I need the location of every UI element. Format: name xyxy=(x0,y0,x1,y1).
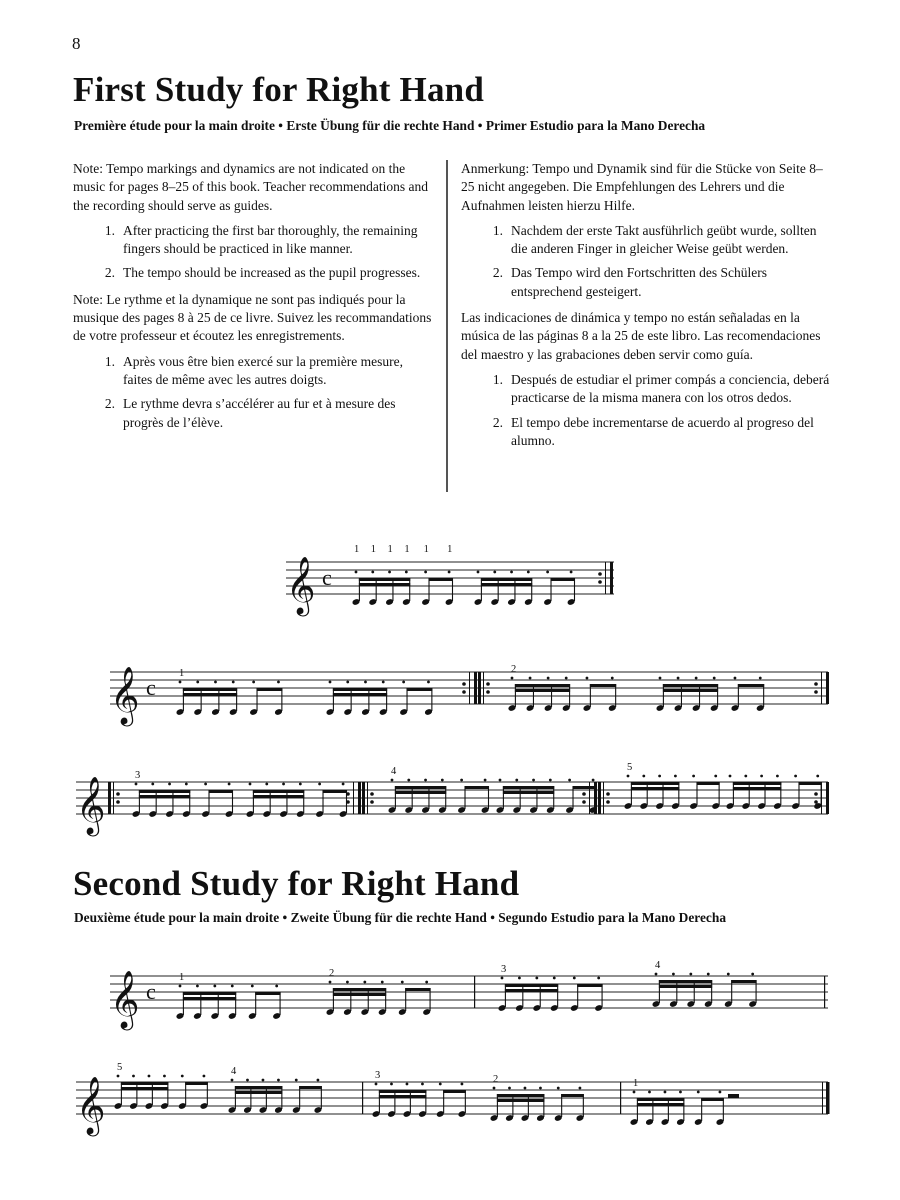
beam xyxy=(497,1094,544,1097)
staccato-dot xyxy=(672,973,675,976)
beam xyxy=(183,693,237,696)
staccato-dot xyxy=(371,571,374,574)
staccato-dot xyxy=(659,677,662,680)
staccato-dot xyxy=(196,681,199,684)
staccato-dot xyxy=(695,677,698,680)
section1-title: First Study for Right Hand xyxy=(73,70,484,109)
staccato-dot xyxy=(477,571,480,574)
staccato-dot xyxy=(148,1075,151,1078)
staccato-dot xyxy=(633,1091,636,1094)
staccato-dot xyxy=(203,1075,206,1078)
barline xyxy=(358,782,361,814)
beam xyxy=(663,689,718,692)
staccato-dot xyxy=(179,985,182,988)
beam xyxy=(333,688,387,691)
repeat-dot xyxy=(370,792,374,796)
staccato-dot xyxy=(524,1087,527,1090)
beam xyxy=(139,790,190,793)
beam xyxy=(515,689,570,692)
fingering-number: 4 xyxy=(655,960,661,971)
staccato-dot xyxy=(597,977,600,980)
staccato-dot xyxy=(407,779,410,782)
fingering-number: 1 xyxy=(179,972,185,983)
staccato-dot xyxy=(529,677,532,680)
staccato-dot xyxy=(317,1079,320,1082)
beam xyxy=(333,988,386,991)
staccato-dot xyxy=(402,681,405,684)
column-divider xyxy=(446,160,448,492)
staccato-dot xyxy=(592,779,595,782)
beam xyxy=(590,684,616,687)
treble-clef-icon: 𝄞 xyxy=(76,1076,106,1134)
staccato-dot xyxy=(355,571,358,574)
staccato-dot xyxy=(664,1091,667,1094)
barline xyxy=(822,1082,823,1114)
staccato-dot xyxy=(744,775,747,778)
beam xyxy=(333,993,386,996)
treble-clef-icon: 𝄞 xyxy=(110,666,140,724)
staccato-dot xyxy=(262,1079,265,1082)
beam xyxy=(185,1082,208,1085)
staccato-dot xyxy=(719,1091,722,1094)
staccato-dot xyxy=(510,571,513,574)
staccato-dot xyxy=(231,985,234,988)
beam xyxy=(561,1094,584,1097)
list-item: 1. Nachdem der erste Takt ausführlich geübt wurde, sollten die anderen Finger in gleicher Weise geübt werden. xyxy=(492,222,817,257)
spanish-list xyxy=(461,371,831,450)
beam xyxy=(505,984,558,987)
staccato-dot xyxy=(346,681,349,684)
english-note: Note: Tempo markings and dynamics are not indicated on the music for pages 8–25 of this book. Teacher recommendations and the recording should serve as guides. xyxy=(73,161,428,213)
beam xyxy=(333,693,387,696)
staccato-dot xyxy=(196,985,199,988)
staccato-dot xyxy=(342,783,345,786)
beam xyxy=(503,786,554,789)
time-signature: c xyxy=(146,979,156,1004)
staccato-dot xyxy=(295,1079,298,1082)
beam xyxy=(631,782,679,785)
beam xyxy=(515,684,570,687)
german-spanish-column xyxy=(461,160,831,458)
staccato-dot xyxy=(424,779,427,782)
staccato-dot xyxy=(381,981,384,984)
time-signature: c xyxy=(322,565,332,590)
beam xyxy=(323,790,347,793)
staccato-dot xyxy=(493,1087,496,1090)
repeat-dot xyxy=(598,572,602,576)
beam xyxy=(395,791,446,794)
repeat-dot xyxy=(486,682,490,686)
beam xyxy=(359,578,410,581)
beam xyxy=(121,1082,168,1085)
beam xyxy=(465,786,489,789)
repeat-dot xyxy=(582,792,586,796)
fingering-number: 1 xyxy=(633,1078,639,1089)
staccato-dot xyxy=(168,783,171,786)
staccato-dot xyxy=(729,775,732,778)
half-rest xyxy=(728,1094,739,1098)
staccato-dot xyxy=(515,779,518,782)
repeat-dot xyxy=(598,580,602,584)
staccato-dot xyxy=(213,985,216,988)
fingering-number: 2 xyxy=(329,968,335,979)
staccato-dot xyxy=(406,1083,409,1086)
fingering-number: 3 xyxy=(375,1070,381,1081)
staccato-dot xyxy=(816,775,819,778)
music-staff-example xyxy=(280,536,620,616)
staccato-dot xyxy=(401,981,404,984)
staccato-dot xyxy=(776,775,779,778)
repeat-dot xyxy=(486,690,490,694)
staccato-dot xyxy=(713,677,716,680)
staccato-dot xyxy=(586,677,589,680)
barline xyxy=(824,976,825,1008)
beam xyxy=(209,790,233,793)
beam xyxy=(659,980,712,983)
staccato-dot xyxy=(557,1087,560,1090)
beam xyxy=(139,795,190,798)
page-number: 8 xyxy=(72,34,81,53)
beam xyxy=(183,992,236,995)
staccato-dot xyxy=(135,783,138,786)
staccato-dot xyxy=(185,783,188,786)
beam xyxy=(183,997,236,1000)
staccato-dot xyxy=(265,783,268,786)
english-list xyxy=(73,222,435,283)
staccato-dot xyxy=(532,779,535,782)
fingering-number: 2 xyxy=(493,1074,499,1085)
staccato-dot xyxy=(689,973,692,976)
barline xyxy=(469,672,470,704)
staccato-dot xyxy=(275,985,278,988)
staccato-dot xyxy=(546,571,549,574)
time-signature: c xyxy=(146,675,156,700)
list-item: 1. Après vous être bien exercé sur la première mesure, faites de même avec les autres doigts. xyxy=(104,353,403,387)
beam xyxy=(253,795,304,798)
staccato-dot xyxy=(390,1083,393,1086)
beam xyxy=(481,583,532,586)
list-item: 2. Das Tempo wird den Fortschritten des Schülers entsprechend gesteigert. xyxy=(492,265,768,299)
staccato-dot xyxy=(461,1083,464,1086)
staccato-dot xyxy=(448,571,451,574)
staccato-dot xyxy=(484,779,487,782)
staccato-dot xyxy=(329,981,332,984)
staccato-dot xyxy=(655,973,658,976)
staccato-dot xyxy=(231,1079,234,1082)
staccato-dot xyxy=(179,681,182,684)
german-list xyxy=(461,222,831,301)
fingering-number: 2 xyxy=(511,664,517,675)
barline xyxy=(474,672,477,704)
staccato-dot xyxy=(151,783,154,786)
beam xyxy=(663,684,718,687)
barline xyxy=(362,1082,363,1114)
staccato-dot xyxy=(421,1083,424,1086)
music-staff-study2-row2 xyxy=(72,1056,832,1136)
beam xyxy=(696,782,719,785)
beam xyxy=(235,1086,282,1089)
repeat-dot xyxy=(116,800,120,804)
staccato-dot xyxy=(499,779,502,782)
english-column xyxy=(73,160,435,440)
french-note: Note: Le rythme et la dynamique ne sont pas indiqués pour la musique des pages 8 à 25 de ce livre. Suivez les recommandations de votre professeur et écoutez les enregistrements. xyxy=(73,291,432,344)
beam xyxy=(121,1087,168,1090)
barline xyxy=(362,782,365,814)
staccato-dot xyxy=(181,1075,184,1078)
treble-clef-icon: 𝄞 xyxy=(76,776,106,834)
staccato-dot xyxy=(677,677,680,680)
beam xyxy=(407,688,433,691)
barline xyxy=(598,782,601,814)
staccato-dot xyxy=(547,677,550,680)
staccato-dot xyxy=(441,779,444,782)
repeat-dot xyxy=(582,800,586,804)
barline xyxy=(367,782,368,814)
section1-subtitle: Première étude pour la main droite • Erste Übung für die rechte Hand • Primer Estudio para la Mano Derecha xyxy=(74,118,706,133)
staccato-dot xyxy=(568,779,571,782)
staccato-dot xyxy=(232,681,235,684)
staccato-dot xyxy=(163,1075,166,1078)
staccato-dot xyxy=(508,1087,511,1090)
beam xyxy=(257,688,283,691)
barline xyxy=(589,782,590,814)
staccato-dot xyxy=(252,681,255,684)
staccato-dot xyxy=(132,1075,135,1078)
staccato-dot xyxy=(627,775,630,778)
staccato-dot xyxy=(679,1091,682,1094)
list-item: 1. Después de estudiar el primer compás a conciencia, deberá practicarse de la misma manera con los otros dedos. xyxy=(492,371,830,406)
fingering-number: 3 xyxy=(135,770,141,781)
barline xyxy=(113,782,114,814)
staccato-dot xyxy=(707,973,710,976)
beam xyxy=(253,790,304,793)
barline xyxy=(826,782,829,814)
staccato-dot xyxy=(579,1087,582,1090)
repeat-dot xyxy=(462,690,466,694)
staccato-dot xyxy=(204,783,207,786)
list-item: 1. After practicing the first bar thoroughly, the remaining fingers should be practiced in like manner. xyxy=(104,222,418,257)
beam xyxy=(429,578,453,581)
staccato-dot xyxy=(734,677,737,680)
beam xyxy=(798,782,821,785)
repeat-dot xyxy=(606,800,610,804)
barline xyxy=(821,782,822,814)
staccato-dot xyxy=(249,783,252,786)
staccato-dot xyxy=(346,981,349,984)
beam xyxy=(731,980,756,983)
staccato-dot xyxy=(391,779,394,782)
staccato-dot xyxy=(439,1083,442,1086)
repeat-dot xyxy=(462,682,466,686)
staccato-dot xyxy=(501,977,504,980)
barline xyxy=(826,1082,830,1114)
staccato-dot xyxy=(518,977,521,980)
list-item: 2. The tempo should be increased as the pupil progresses. xyxy=(104,265,421,281)
barline xyxy=(620,1082,621,1114)
staccato-dot xyxy=(549,779,552,782)
staccato-dot xyxy=(364,681,367,684)
spanish-note: Las indicaciones de dinámica y tempo no están señaladas en la música de las páginas 8 a la 25 de este libro. Las recomendaciones del maestro y las grabaciones deben servir como guía. xyxy=(461,310,821,362)
section2-title: Second Study for Right Hand xyxy=(73,864,520,903)
list-item: 2. El tempo debe incrementarse de acuerdo al progreso del alumno. xyxy=(492,414,814,448)
fingering-number: 1 xyxy=(404,544,410,555)
staccato-dot xyxy=(405,571,408,574)
barline xyxy=(605,562,606,594)
staccato-dot xyxy=(714,775,717,778)
staccato-dot xyxy=(363,981,366,984)
beam xyxy=(573,786,597,789)
fingering-number: 1 xyxy=(447,544,453,555)
fingering-number: 1 xyxy=(423,544,429,555)
music-staff-study2-row1 xyxy=(108,950,832,1030)
staccato-dot xyxy=(573,977,576,980)
beam xyxy=(733,782,781,785)
staccato-dot xyxy=(382,681,385,684)
beam xyxy=(503,791,554,794)
repeat-dot xyxy=(346,800,350,804)
staccato-dot xyxy=(425,981,428,984)
repeat-dot xyxy=(606,792,610,796)
beam xyxy=(738,684,764,687)
staccato-dot xyxy=(214,681,217,684)
staccato-dot xyxy=(299,783,302,786)
staccato-dot xyxy=(117,1075,120,1078)
repeat-dot xyxy=(814,800,818,804)
staccato-dot xyxy=(570,571,573,574)
staccato-dot xyxy=(535,977,538,980)
barline xyxy=(603,782,604,814)
beam xyxy=(395,786,446,789)
beam xyxy=(701,1098,724,1101)
beam xyxy=(577,984,602,987)
beam xyxy=(631,787,679,790)
beam xyxy=(733,787,781,790)
fingering-number: 1 xyxy=(370,544,377,555)
staccato-dot xyxy=(648,1091,651,1094)
beam xyxy=(299,1086,322,1089)
staccato-dot xyxy=(611,677,614,680)
staccato-dot xyxy=(251,985,254,988)
treble-clef-icon: 𝄞 xyxy=(110,970,140,1028)
staccato-dot xyxy=(565,677,568,680)
staccato-dot xyxy=(759,677,762,680)
fingering-number: 1 xyxy=(387,544,393,555)
music-staff-study1-row1 xyxy=(108,646,832,726)
treble-clef-icon: 𝄞 xyxy=(286,556,316,614)
repeat-dot xyxy=(370,800,374,804)
staccato-dot xyxy=(527,571,530,574)
staccato-dot xyxy=(277,1079,280,1082)
list-item: 2. Le rythme devra s’accélérer au fur et à mesure des progrès de l’élève. xyxy=(104,396,396,430)
staccato-dot xyxy=(282,783,285,786)
beam xyxy=(637,1103,684,1106)
beam xyxy=(405,988,430,991)
beam xyxy=(255,992,280,995)
staccato-dot xyxy=(318,783,321,786)
staccato-dot xyxy=(697,1091,700,1094)
barline xyxy=(478,672,481,704)
repeat-dot xyxy=(814,792,818,796)
beam xyxy=(235,1091,282,1094)
fingering-number: 1 xyxy=(179,668,185,679)
repeat-dot xyxy=(116,792,120,796)
section2-subtitle: Deuxième étude pour la main droite • Zweite Übung für die rechte Hand • Segundo Estudio para la Mano Derecha xyxy=(74,910,727,925)
beam xyxy=(379,1095,426,1098)
barline xyxy=(821,672,822,704)
repeat-dot xyxy=(814,682,818,686)
staccato-dot xyxy=(246,1079,249,1082)
barline xyxy=(826,672,829,704)
barline xyxy=(610,562,613,594)
staccato-dot xyxy=(511,677,514,680)
staccato-dot xyxy=(424,571,427,574)
staccato-dot xyxy=(228,783,231,786)
staccato-dot xyxy=(277,681,280,684)
staccato-dot xyxy=(727,973,730,976)
fingering-number: 4 xyxy=(231,1066,237,1077)
barline xyxy=(353,782,354,814)
beam xyxy=(551,578,575,581)
beam xyxy=(481,578,532,581)
beam xyxy=(443,1090,466,1093)
beam xyxy=(379,1090,426,1093)
staccato-dot xyxy=(388,571,391,574)
staccato-dot xyxy=(674,775,677,778)
staccato-dot xyxy=(553,977,556,980)
staccato-dot xyxy=(539,1087,542,1090)
french-list xyxy=(73,353,435,432)
german-note: Anmerkung: Tempo und Dynamik sind für die Stücke von Seite 8–25 nicht angegeben. Die Empfehlungen des Lehrers und die Aufnahmen leisten hierzu Hilfe. xyxy=(461,161,823,213)
beam xyxy=(497,1099,544,1102)
barline xyxy=(594,782,597,814)
beam xyxy=(505,989,558,992)
beam xyxy=(359,583,410,586)
staccato-dot xyxy=(493,571,496,574)
fingering-number: 5 xyxy=(117,1062,123,1073)
barline xyxy=(108,782,111,814)
staccato-dot xyxy=(760,775,763,778)
staccato-dot xyxy=(427,681,430,684)
staccato-dot xyxy=(642,775,645,778)
staccato-dot xyxy=(794,775,797,778)
beam xyxy=(659,985,712,988)
music-staff-study1-row2 xyxy=(72,756,832,836)
beam xyxy=(183,688,237,691)
staccato-dot xyxy=(658,775,661,778)
fingering-number: 4 xyxy=(391,766,397,777)
repeat-dot xyxy=(346,792,350,796)
staccato-dot xyxy=(375,1083,378,1086)
fingering-number: 5 xyxy=(627,762,633,773)
barline xyxy=(483,672,484,704)
staccato-dot xyxy=(751,973,754,976)
fingering-number: 3 xyxy=(501,964,507,975)
barline xyxy=(474,976,475,1008)
fingering-number: 1 xyxy=(354,544,360,555)
staccato-dot xyxy=(329,681,332,684)
repeat-dot xyxy=(814,690,818,694)
beam xyxy=(637,1098,684,1101)
staccato-dot xyxy=(460,779,463,782)
staccato-dot xyxy=(692,775,695,778)
